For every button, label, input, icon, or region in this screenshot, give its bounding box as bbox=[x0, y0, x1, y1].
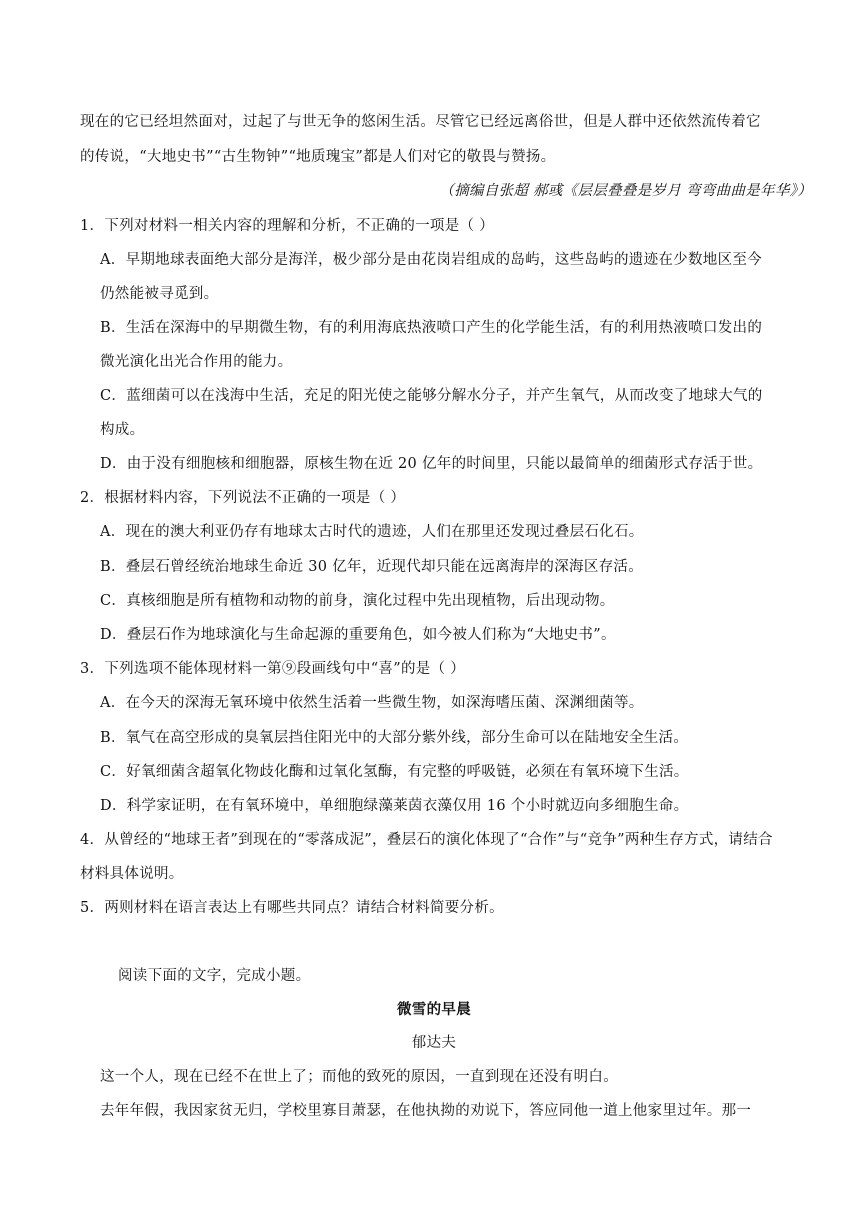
question-4-stem: 4．从曾经的“地球王者”到现在的“零落成泥”，叠层石的演化体现了“合作”与“竞争”两种生存方式，请结合 bbox=[80, 832, 773, 848]
passage-text: 现在的它已经坦然面对，过起了与世无争的悠闲生活。尽管它已经远离俗世，但是人群中还依然流传着它 bbox=[80, 114, 761, 130]
option-a-cont: 仍然能被寻觅到。 bbox=[100, 286, 219, 302]
option-c: C．真核细胞是所有植物和动物的前身，演化过程中先出现植物，后出现动物。 bbox=[100, 593, 615, 609]
story-paragraph: 这一个人，现在已经不在世上了；而他的致死的原因，一直到现在还没有明白。 bbox=[100, 1069, 618, 1085]
question-4-stem-cont: 材料具体说明。 bbox=[80, 866, 184, 882]
question-2-stem: 2．根据材料内容，下列说法不正确的一项是（ ） bbox=[80, 490, 406, 506]
option-b: B．叠层石曾经统治地球生命近 30 亿年，近现代却只能在远离海岸的深海区存活。 bbox=[100, 559, 644, 575]
option-d: D．叠层石作为地球演化与生命起源的重要角色，如今被人们称为“大地史书”。 bbox=[100, 627, 616, 643]
source-citation: （摘编自张超 郝彧《层层叠叠是岁月 弯弯曲曲是年华》） bbox=[439, 183, 812, 199]
story-title: 微雪的早晨 bbox=[397, 1001, 471, 1018]
option-b: B．氧气在高空形成的臭氧层挡住阳光中的大部分紫外线，部分生命可以在陆地安全生活。 bbox=[100, 730, 689, 746]
option-a: A．现在的澳大利亚仍存有地球太古时代的遗迹，人们在那里还发现过叠层石化石。 bbox=[100, 524, 644, 540]
option-b-cont: 微光演化出光合作用的能力。 bbox=[100, 354, 293, 370]
story-author: 郁达夫 bbox=[411, 1035, 457, 1051]
option-c-cont: 构成。 bbox=[100, 422, 145, 438]
question-5-stem: 5．两则材料在语言表达上有哪些共同点？请结合材料简要分析。 bbox=[80, 900, 504, 916]
option-d: D．由于没有细胞核和细胞器，原核生物在近 20 亿年的时间里，只能以最简单的细菌形式存活于世。 bbox=[100, 456, 763, 472]
option-c: C．蓝细菌可以在浅海中生活，充足的阳光使之能够分解水分子，并产生氧气，从而改变了地球大气的 bbox=[100, 388, 763, 404]
passage-text: 的传说，“大地史书”“古生物钟”“地质瑰宝”都是人们对它的敬畏与赞扬。 bbox=[80, 149, 556, 165]
option-b: B．生活在深海中的早期微生物，有的利用海底热液喷口产生的化学能生活，有的利用热液喷口发出的 bbox=[100, 320, 763, 336]
option-d: D．科学家证明，在有氧环境中，单细胞绿藻莱茵衣藻仅用 16 个小时就迈向多细胞生命。 bbox=[100, 798, 689, 814]
option-c: C．好氧细菌含超氧化物歧化酶和过氧化氢酶，有完整的呼吸链，必须在有氧环境下生活。 bbox=[100, 764, 689, 780]
option-a: A．在今天的深海无氧环境中依然生活着一些微生物，如深海嗜压菌、深渊细菌等。 bbox=[100, 695, 644, 711]
question-3-stem: 3．下列选项不能体现材料一第⑨段画线句中“喜”的是（ ） bbox=[80, 661, 466, 677]
question-1-stem: 1．下列对材料一相关内容的理解和分析，不正确的一项是（ ） bbox=[80, 218, 495, 234]
reading-instruction: 阅读下面的文字，完成小题。 bbox=[118, 968, 311, 984]
story-paragraph: 去年年假，我因家贫无归，学校里寡目萧瑟，在他执拗的劝说下，答应同他一道上他家里过年。那一 bbox=[100, 1103, 752, 1119]
option-a: A．早期地球表面绝大部分是海洋，极少部分是由花岗岩组成的岛屿，这些岛屿的遗迹在少数地区至今 bbox=[100, 252, 762, 268]
